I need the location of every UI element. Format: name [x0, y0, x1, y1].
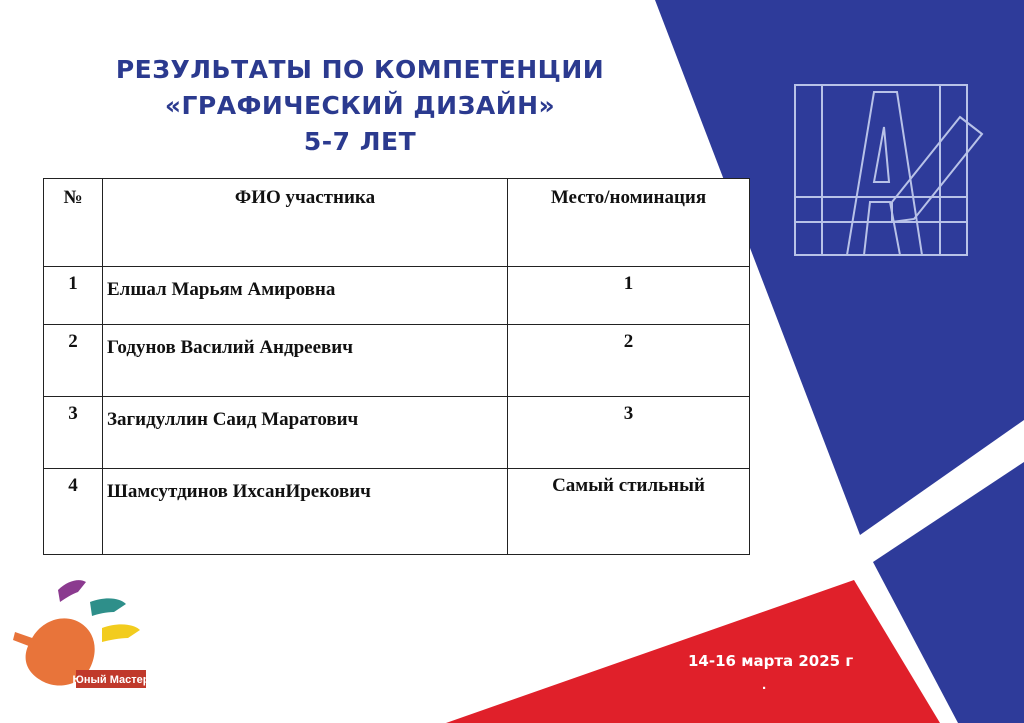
table-row [44, 325, 750, 397]
title-line-1: РЕЗУЛЬТАТЫ ПО КОМПЕТЕНЦИИ [115, 55, 605, 84]
row-name: Елшал Марьям Амировна [103, 267, 508, 325]
yuny-master-logo [10, 572, 150, 702]
row-place: 2 [508, 325, 750, 397]
logo-text: Юный Мастер [72, 674, 150, 686]
header-place: Место/номинация [508, 179, 750, 267]
results-table [43, 178, 750, 555]
graphic-design-emblem-icon [792, 82, 1000, 260]
row-number: 4 [44, 469, 103, 555]
row-number: 1 [44, 267, 103, 325]
event-date-dot: . [762, 676, 767, 693]
title-line-2: «ГРАФИЧЕСКИЙ ДИЗАЙН» [164, 91, 556, 120]
row-name: Годунов Василий Андреевич [103, 325, 508, 397]
page-title [60, 52, 660, 160]
table-row [44, 397, 750, 469]
row-place: 3 [508, 397, 750, 469]
table-header-row [44, 179, 750, 267]
row-number: 3 [44, 397, 103, 469]
table-row [44, 469, 750, 555]
row-name: Шамсутдинов ИхсанИрекович [103, 469, 508, 555]
table-row [44, 267, 750, 325]
row-number: 2 [44, 325, 103, 397]
header-number: № [44, 179, 103, 267]
row-place: Самый стильный [508, 469, 750, 555]
row-name: Загидуллин Саид Маратович [103, 397, 508, 469]
event-date: 14-16 марта 2025 г [688, 652, 854, 670]
row-place: 1 [508, 267, 750, 325]
header-name: ФИО участника [103, 179, 508, 267]
title-line-3: 5-7 ЛЕТ [303, 127, 417, 156]
